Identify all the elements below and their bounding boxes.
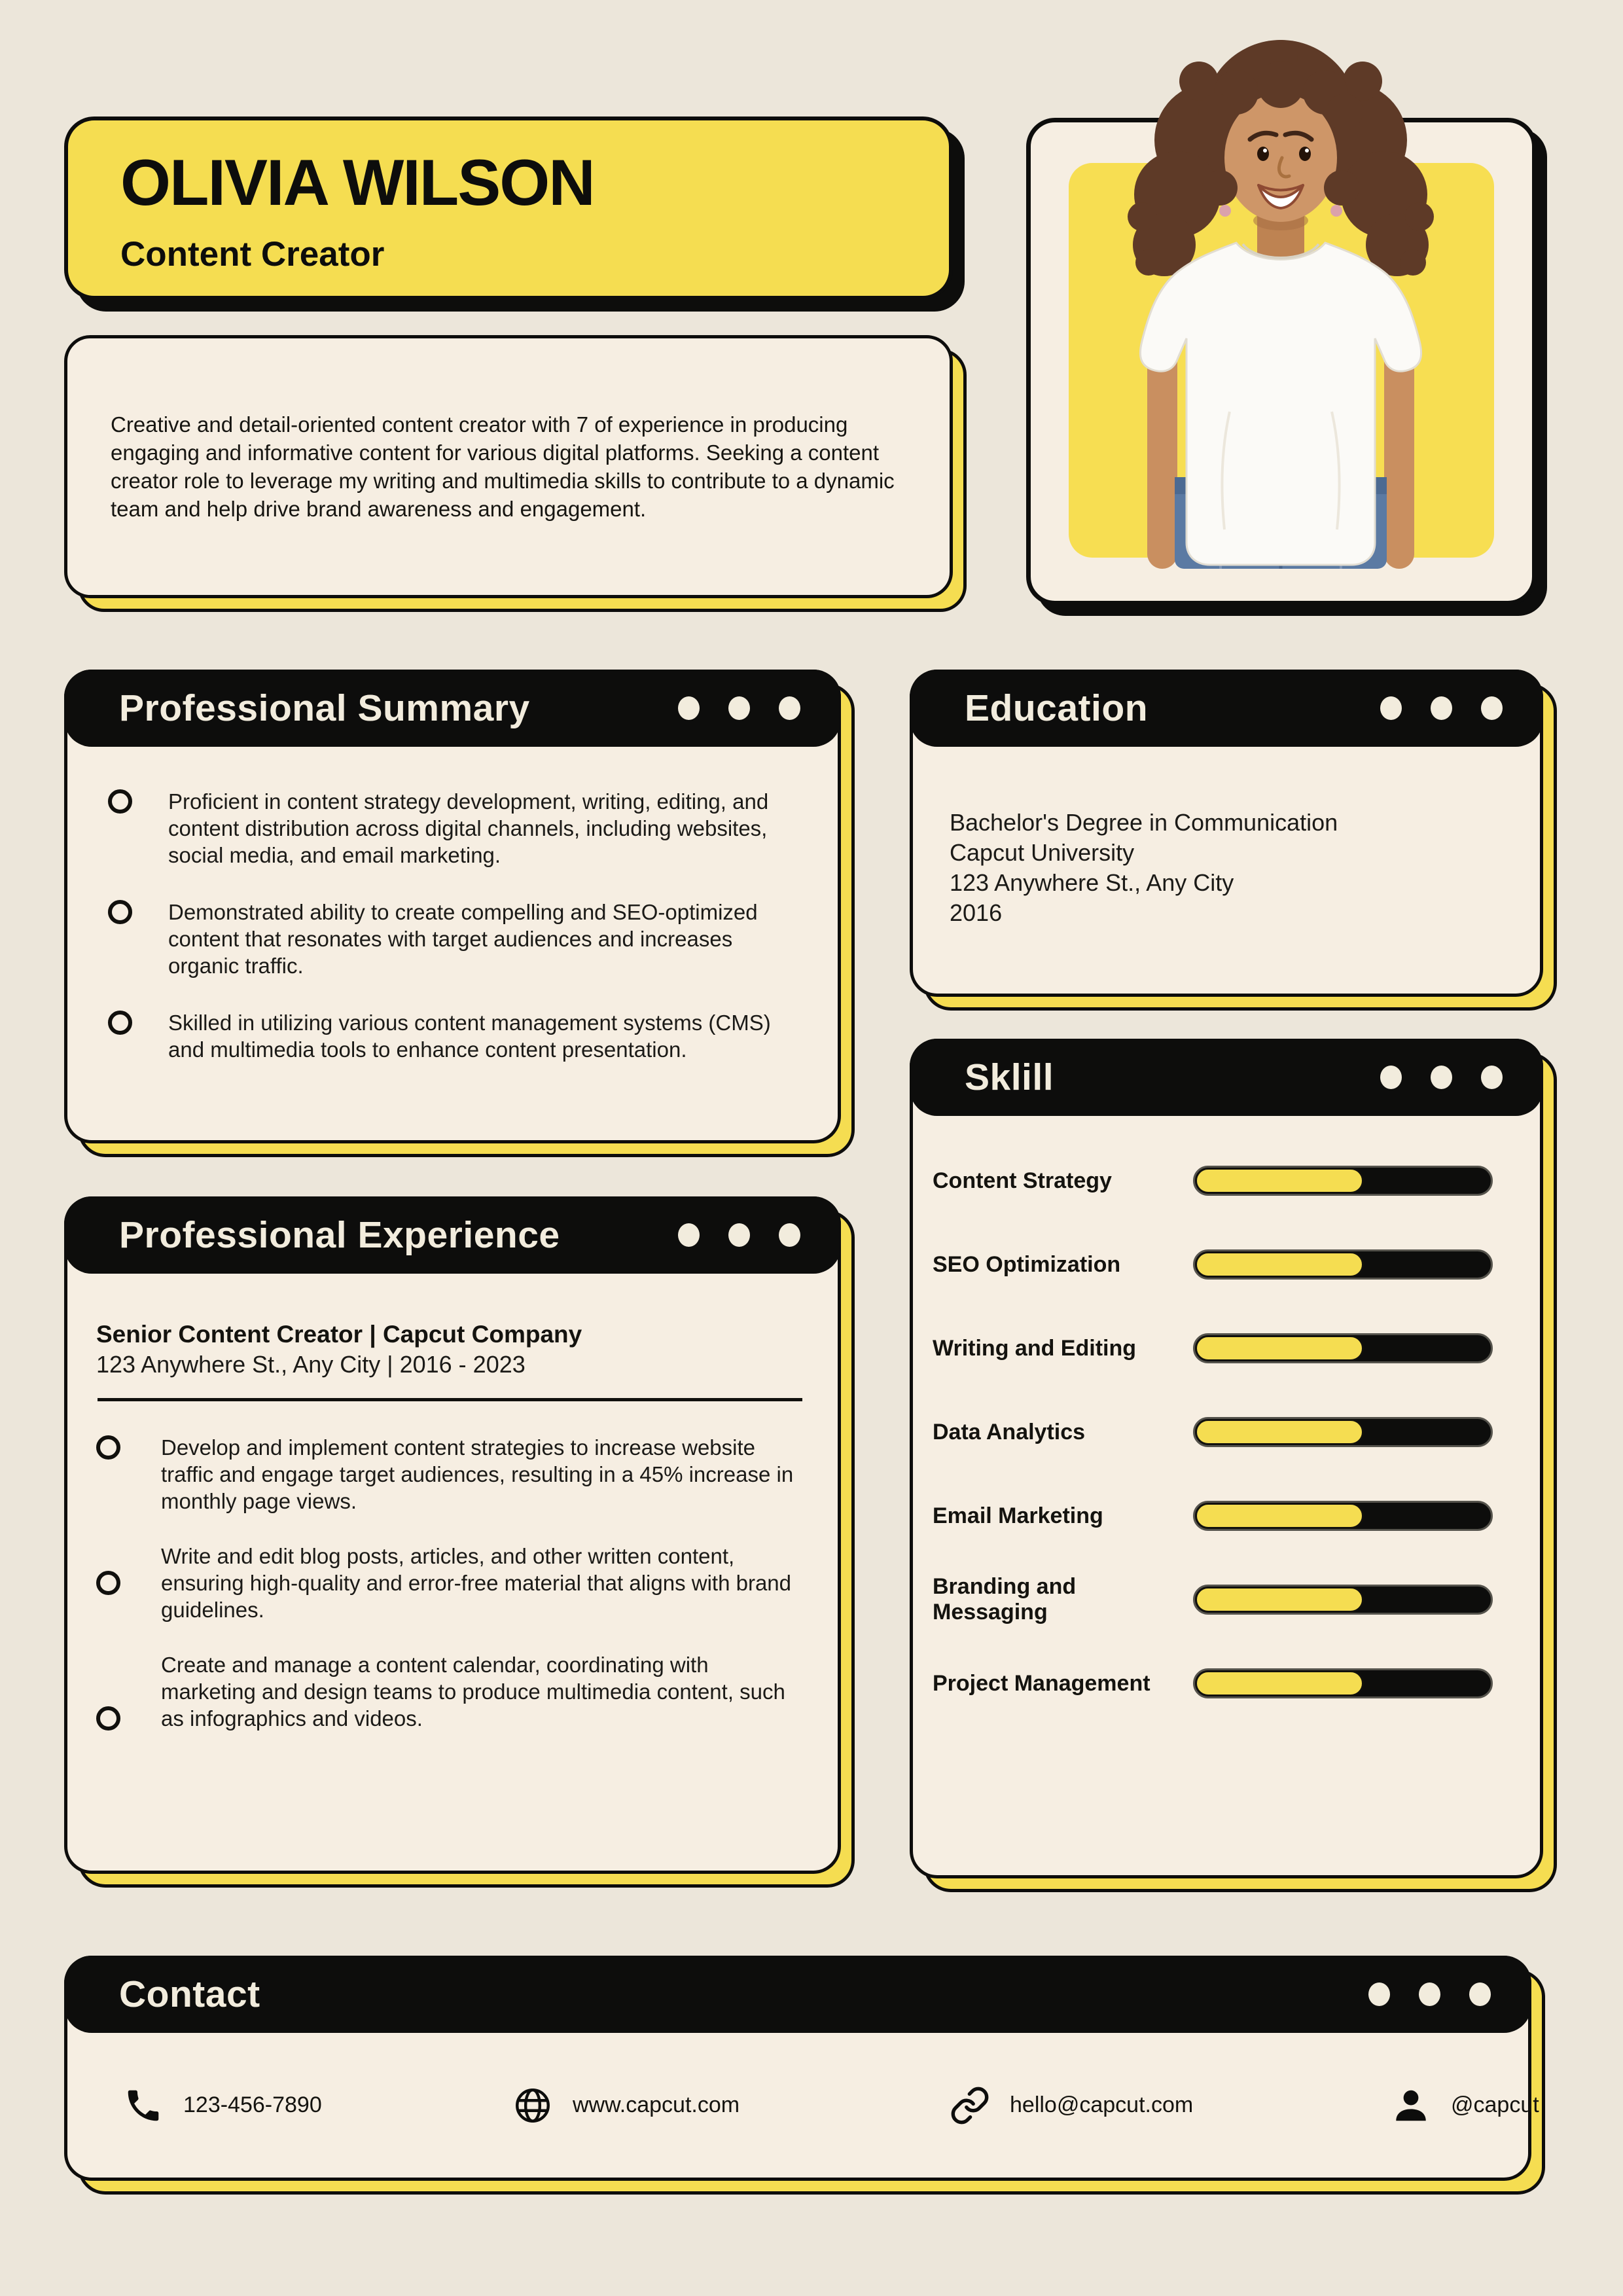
contact-phone[interactable]: 123-456-7890 (123, 2085, 322, 2126)
window-dot-icon (678, 1223, 700, 1247)
bullet-circle-icon (108, 789, 132, 814)
bullet-circle-icon (108, 900, 132, 924)
section-title: Sklill (965, 1056, 1054, 1098)
bullet-circle-icon (96, 1571, 120, 1595)
window-dots (1380, 1066, 1503, 1089)
window-dot-icon (728, 1223, 750, 1247)
window-dot-icon (1469, 1982, 1491, 2006)
professional-summary-section (64, 670, 841, 1143)
window-dot-icon (1380, 1066, 1402, 1089)
list-item: Skilled in utilizing various content management systems (CMS) and multimedia tools to enhance content presentation. (108, 1009, 792, 1063)
skill-progress-fill (1195, 1503, 1364, 1529)
contact-email[interactable]: hello@capcut.com (950, 2085, 1193, 2126)
link-icon (950, 2085, 990, 2126)
window-dots (678, 696, 800, 720)
person-icon (1391, 2085, 1431, 2126)
section-header (64, 1956, 1531, 2033)
person-role: Content Creator (120, 235, 385, 274)
section-header (910, 1039, 1543, 1116)
bullet-circle-icon (96, 1706, 120, 1731)
window-dots (1380, 696, 1503, 720)
contact-website[interactable]: www.capcut.com (512, 2085, 740, 2126)
skill-row: Content Strategy (933, 1165, 1493, 1196)
professional-experience-section (64, 1196, 841, 1874)
window-dot-icon (779, 696, 800, 720)
skill-row: Data Analytics (933, 1416, 1493, 1448)
skill-progress-fill (1195, 1168, 1364, 1194)
list-item: Write and edit blog posts, articles, and other written content, ensuring high-quality and error-free material that aligns with brand guidelines. (96, 1543, 805, 1623)
window-dot-icon (1481, 696, 1503, 720)
skill-progress-bar (1193, 1501, 1493, 1531)
skill-row: Writing and Editing (933, 1333, 1493, 1364)
job-meta: 123 Anywhere St., Any City | 2016 - 2023 (96, 1351, 526, 1378)
window-dot-icon (1380, 696, 1402, 720)
education-year: 2016 (950, 899, 1003, 926)
list-item: Demonstrated ability to create compelling and SEO-optimized content that resonates with target audiences and increases organic traffic. (108, 899, 792, 979)
skill-progress-fill (1195, 1335, 1364, 1361)
list-item: Create and manage a content calendar, coordinating with marketing and design teams to produce multimedia content, such as infographics and videos. (96, 1651, 805, 1732)
photo-card (1026, 118, 1537, 605)
window-dot-icon (1431, 696, 1452, 720)
window-dot-icon (779, 1223, 800, 1247)
section-header (910, 670, 1543, 747)
divider (98, 1398, 802, 1401)
skill-progress-bar (1193, 1166, 1493, 1196)
list-item: Proficient in content strategy development, writing, editing, and content distribution across digital channels, including websites, social media, and email marketing. (108, 788, 792, 869)
section-title: Education (965, 687, 1149, 729)
about-card (64, 335, 953, 598)
contact-section (64, 1956, 1539, 2181)
person-name: OLIVIA WILSON (120, 146, 594, 219)
list-item: Develop and implement content strategies to increase website traffic and engage target audiences, resulting in a 45% increase in monthly page views. (96, 1434, 805, 1515)
education-degree: Bachelor's Degree in Communication (950, 809, 1338, 836)
skill-progress-bar (1193, 1249, 1493, 1280)
name-card (64, 117, 953, 300)
section-title: Professional Experience (119, 1214, 560, 1256)
contact-social[interactable]: @capcut (1391, 2085, 1539, 2126)
skill-progress-fill (1195, 1587, 1364, 1613)
window-dot-icon (1481, 1066, 1503, 1089)
skill-progress-bar (1193, 1333, 1493, 1363)
skill-progress-bar (1193, 1417, 1493, 1447)
section-header (64, 670, 841, 747)
skill-progress-bar (1193, 1585, 1493, 1615)
phone-icon (123, 2085, 164, 2126)
section-title: Professional Summary (119, 687, 530, 729)
skill-row: Email Marketing (933, 1500, 1493, 1532)
profile-photo (1065, 19, 1497, 569)
bullet-circle-icon (96, 1435, 120, 1460)
skill-progress-fill (1195, 1419, 1364, 1445)
skill-progress-fill (1195, 1251, 1364, 1278)
window-dot-icon (728, 696, 750, 720)
globe-icon (512, 2085, 553, 2126)
education-school: Capcut University (950, 839, 1135, 866)
window-dots (1368, 1982, 1491, 2006)
job-title: Senior Content Creator | Capcut Company (96, 1321, 582, 1348)
section-title: Contact (119, 1973, 260, 2015)
skill-progress-bar (1193, 1668, 1493, 1698)
skill-row: Project Management (933, 1668, 1493, 1699)
window-dot-icon (1368, 1982, 1390, 2006)
skill-row: Branding and Messaging (933, 1584, 1493, 1615)
education-section (910, 670, 1543, 997)
about-text: Creative and detail-oriented content creator with 7 of experience in producing engaging and informative content for various digital platforms. Seeking a content creator role to leverage my writing and multimedia skills to contribute to a dynamic team and help drive brand awareness and engagement. (111, 412, 895, 521)
window-dots (678, 1223, 800, 1247)
section-header (64, 1196, 841, 1274)
window-dot-icon (678, 696, 700, 720)
skills-section (910, 1039, 1543, 1878)
education-address: 123 Anywhere St., Any City (950, 869, 1234, 896)
window-dot-icon (1419, 1982, 1440, 2006)
bullet-circle-icon (108, 1011, 132, 1035)
skill-progress-fill (1195, 1670, 1364, 1696)
skill-row: SEO Optimization (933, 1249, 1493, 1280)
window-dot-icon (1431, 1066, 1452, 1089)
